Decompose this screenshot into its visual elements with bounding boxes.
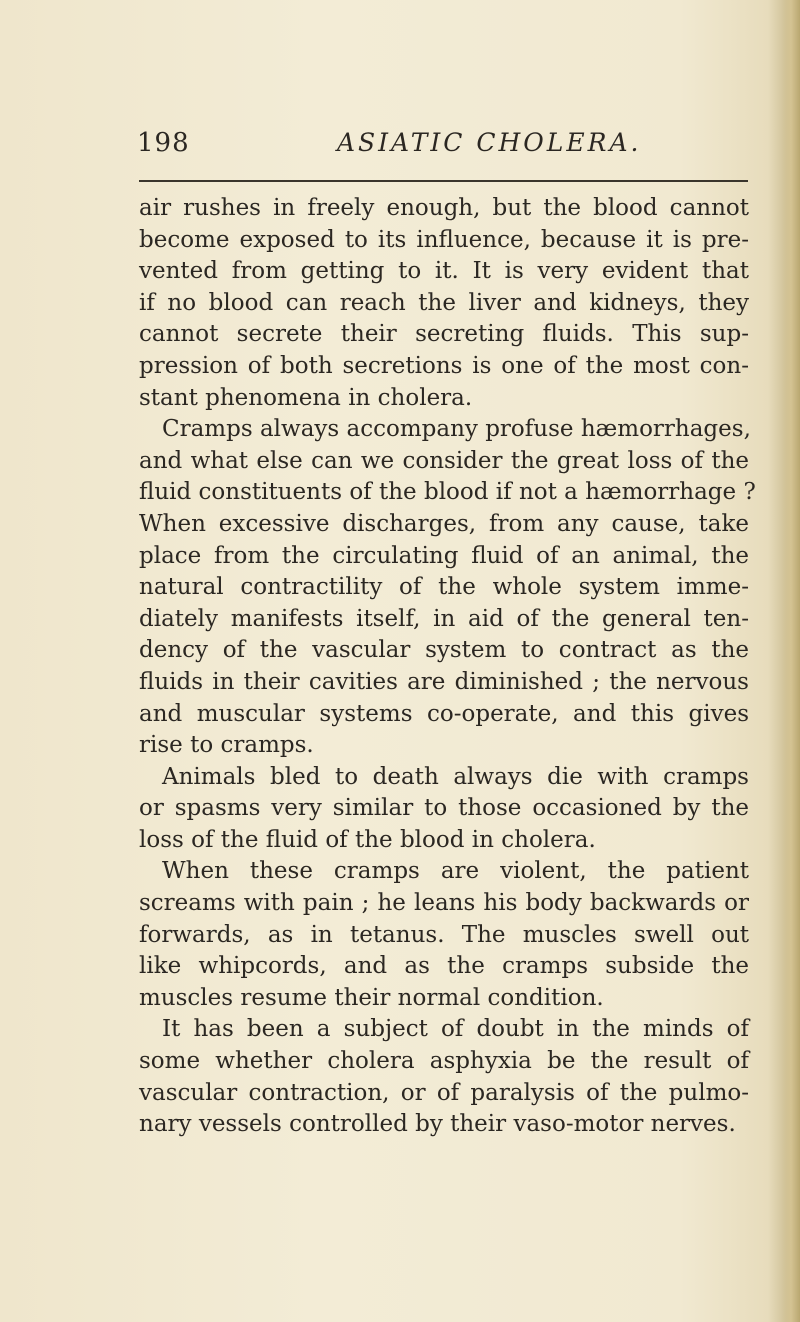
text-line: muscles resume their normal condition.: [139, 984, 604, 1011]
page-header: [137, 128, 747, 164]
paragraph-start-line: It has been a subject of doubt in the minds of: [162, 1016, 749, 1043]
text-line: vascular contraction, or of paralysis of the pulmo-: [139, 1079, 749, 1106]
text-line: screams with pain ; he leans his body backwards or: [139, 890, 749, 917]
text-line: if no blood can reach the liver and kidneys, they: [139, 289, 749, 316]
text-line: fluids in their cavities are diminished ; the nervous: [139, 668, 749, 695]
text-line: dency of the vascular system to contract as the: [139, 637, 749, 664]
text-line: some whether cholera asphyxia be the result of: [139, 1048, 749, 1075]
text-line: air rushes in freely enough, but the blood cannot: [139, 195, 749, 221]
page-edge: [782, 0, 800, 1322]
text-line: and what else can we consider the great loss of the: [139, 447, 749, 474]
text-line: and muscular systems co-operate, and this gives: [139, 700, 749, 727]
text-line: diately manifests itself, in aid of the general ten-: [139, 605, 749, 632]
text-line: forwards, as in tetanus. The muscles swell out: [139, 921, 749, 948]
paragraph-start-line: Animals bled to death always die with cramps: [162, 763, 749, 790]
body-text: [139, 193, 756, 1141]
text-line: become exposed to its influence, because it is pre-: [139, 226, 749, 253]
page-number: 198: [137, 128, 190, 158]
paragraph-start-line: When these cramps are violent, the patient: [162, 858, 749, 885]
text-line: place from the circulating fluid of an animal, the: [139, 542, 749, 569]
text-line: When excessive discharges, from any cause, take: [139, 510, 749, 537]
text-line: loss of the fluid of the blood in cholera.: [139, 826, 596, 853]
text-line: cannot secrete their secreting fluids. This sup-: [139, 321, 749, 348]
text-line: like whipcords, and as the cramps subside the: [139, 953, 749, 980]
text-line: or spasms very similar to those occasioned by the: [139, 795, 749, 822]
text-line: pression of both secretions is one of the most con-: [139, 352, 749, 379]
paragraph-start-line: Cramps always accompany profuse hæmorrhages,: [162, 416, 751, 443]
text-line: fluid constituents of the blood if not a hæmorrhage ?: [139, 479, 756, 506]
text-line: stant phenomena in cholera.: [139, 384, 473, 411]
text-line: nary vessels controlled by their vaso-motor nerves.: [139, 1111, 736, 1138]
running-title: ASIATIC CHOLERA.: [337, 128, 642, 157]
text-line: rise to cramps.: [139, 732, 314, 759]
header-rule: [139, 180, 748, 182]
text-line: natural contractility of the whole system imme-: [139, 574, 749, 601]
text-line: vented from getting to it. It is very evident that: [139, 258, 749, 285]
